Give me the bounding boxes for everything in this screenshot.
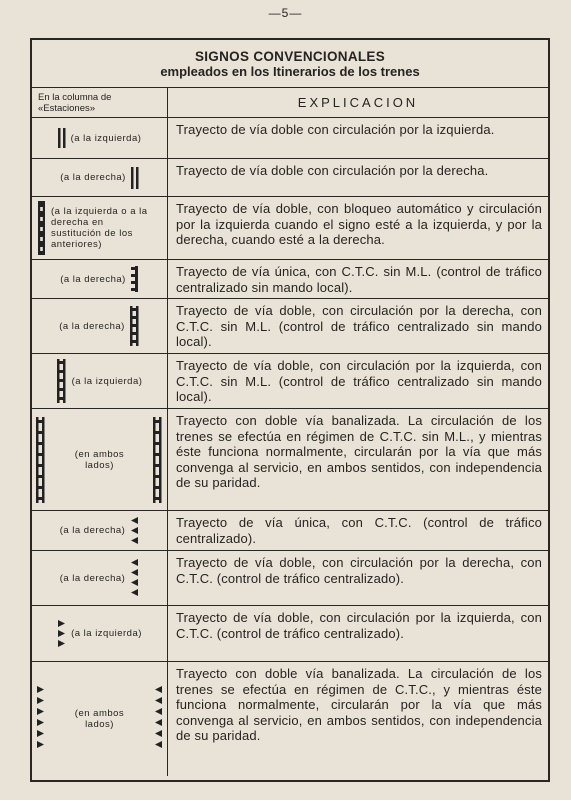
row-label: (a la izquierda) [70,132,142,144]
row-explanation: Trayecto de vía doble, con bloqueo automático y circulación por la izquierda cuando el signo esté a la izquierda, y por la derecha, cuando esté a la derecha. [176,201,542,247]
row-label: (a la izquierda) [71,375,143,387]
table-row [32,354,548,409]
header-stations-line-2: «Estaciones» [38,102,96,114]
row-label: (a la derecha) [59,320,125,332]
page-number: —5— [268,6,303,20]
double-bracket-icon [130,306,140,346]
triangle-icon [57,620,66,647]
row-label: (a la derecha) [60,273,126,285]
double-bracket-icon [153,417,163,503]
row-label: (a la derecha) [59,525,126,536]
row-label: (en ambos lados) [74,448,125,471]
header-stations [32,88,168,117]
row-label: (a la izquierda o a la derecha en sustitución de los anteriores) [51,206,148,250]
title-line-1: SIGNOS CONVENCIONALES [194,48,386,64]
table-row [32,409,548,511]
table-row [32,118,548,159]
title-line-2: empleados en los Itinerarios de los trenes [160,63,420,79]
table-row [32,551,548,606]
header-row [32,88,548,118]
table-row [32,197,548,260]
row-explanation: Trayecto de vía única, con C.T.C. (control de tráfico centralizado). [176,515,542,546]
double-line-icon [131,167,139,189]
row-label: (a la izquierda) [71,628,142,639]
row-explanation: Trayecto de vía única, con C.T.C. sin M.L. (control de tráfico centralizado sin mando local). [176,264,542,295]
table-row [32,159,548,197]
row-label: (a la derecha) [59,572,126,584]
table-row [32,662,548,776]
table-row [32,606,548,662]
table-row [32,511,548,551]
table-title [32,40,548,88]
row-explanation: Trayecto de vía doble, con circulación por la izquierda, con C.T.C. (control de tráfico centralizado). [176,610,542,641]
row-explanation: Trayecto con doble vía banalizada. La circulación de los trenes se efectúa en régimen de C.T.C. sin M.L., y mientras éste funciona normalmente, circularán por la vía que más convenga al servicio, en ambos sentidos, con independencia de su paridad. [176,413,542,490]
triangle-icon [130,559,139,597]
header-explanation: EXPLICACION [297,94,419,110]
row-explanation: Trayecto de vía doble, con circulación por la izquierda, con C.T.C. sin M.L. (control de tráfico centralizado sin mando local). [176,358,542,404]
header-stations-line-1: En la columna de [38,91,112,103]
row-explanation: Trayecto de vía doble con circulación por la derecha. [176,163,489,178]
conventional-signs-table [30,38,550,782]
table-row [32,299,548,354]
triangle-icon [154,686,163,752]
table-row [32,260,548,299]
double-bracket-icon [36,417,46,503]
row-label: (a la derecha) [60,172,126,183]
double-bracket-icon [57,359,67,403]
row-explanation: Trayecto de vía doble con circulación por la izquierda. [176,122,495,137]
row-explanation: Trayecto de vía doble, con circulación por la derecha, con C.T.C. sin M.L. (control de tráfico centralizado sin mando local). [176,303,542,349]
double-line-icon [58,128,66,148]
dashed-line-icon [38,201,46,255]
triangle-icon [36,686,45,752]
row-explanation: Trayecto con doble vía banalizada. La circulación de los trenes se efectúa en régimen de C.T.C., y mientras éste funciona normalmente, circularán por la vía que más convenga al servicio, en ambos sentidos, con independencia de su paridad. [176,666,542,743]
single-bracket-icon [131,266,139,292]
triangle-icon [130,517,139,544]
row-label: (en ambos lados) [74,708,125,730]
row-explanation: Trayecto de vía doble, con circulación por la derecha, con C.T.C. (control de tráfico centralizado). [176,555,542,586]
